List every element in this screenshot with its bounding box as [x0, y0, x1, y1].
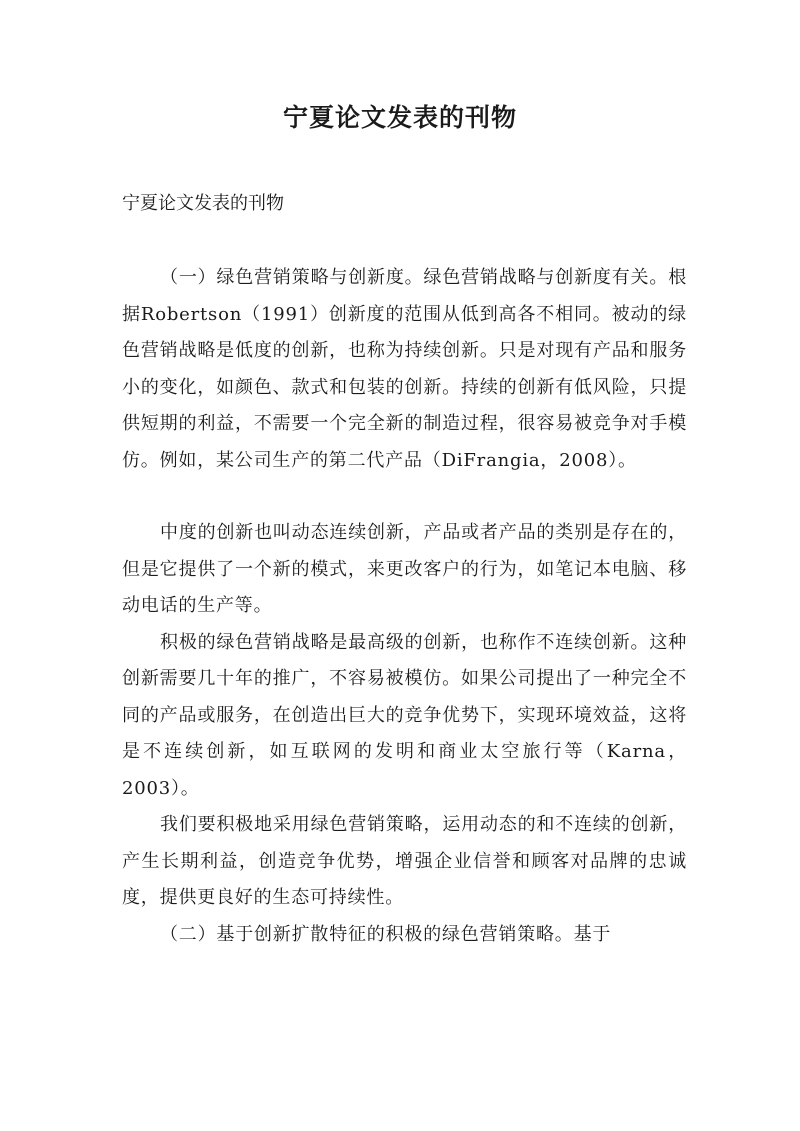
document-title: 宁夏论文发表的刊物	[282, 103, 517, 132]
paragraph-4: 我们要积极地采用绿色营销策略，运用动态的和不连续的创新，产生长期利益，创造竞争优势，增强企业信誉和顾客对品牌的忠诚度，提供更良好的生态可持续性。	[122, 814, 687, 908]
paragraph-2: 中度的创新也叫动态连续创新，产品或者产品的类别是存在的，但是它提供了一个新的模式，来更改客户的行为，如笔记本电脑、移动电话的生产等。	[122, 522, 687, 616]
paragraph-3: 积极的绿色营销战略是最高级的创新，也称作不连续创新。这种创新需要几十年的推广，不容易被模仿。如果公司提出了一种完全不同的产品或服务，在创造出巨大的竞争优势下，实现环境效益，这将是不连续创新，如互联网的发明和商业太空旅行等（Karna，2003）。	[122, 631, 687, 799]
paragraph-5: （二）基于创新扩散特征的积极的绿色营销策略。基于	[160, 923, 612, 945]
document-body	[122, 260, 687, 953]
document-subtitle: 宁夏论文发表的刊物	[122, 193, 284, 214]
paragraph-1: （一）绿色营销策略与创新度。绿色营销战略与创新度有关。根据Robertson（1991）创新度的范围从低到高各不相同。被动的绿色营销战略是低度的创新，也称为持续创新。只是对现有产品和服务小的变化，如颜色、款式和包装的创新。持续的创新有低风险，只提供短期的利益，不需要一个完全新的制造过程，很容易被竞争对手模仿。例如，某公司生产的第二代产品（DiFrangia，2008）。	[122, 267, 687, 471]
